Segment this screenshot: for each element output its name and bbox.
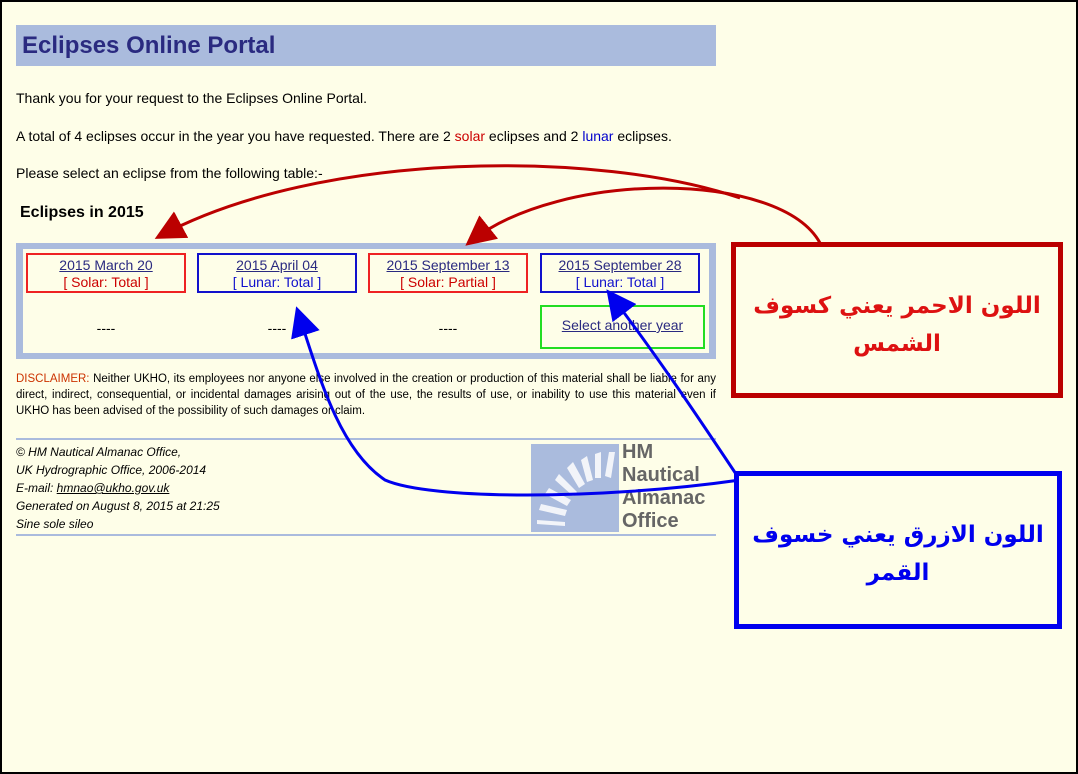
lunar-legend-callout: اللون الازرق يعني خسوف القمر	[734, 471, 1062, 629]
logo-line: Office	[622, 510, 679, 532]
eclipse-kind: [ Solar: Partial ]	[400, 274, 496, 290]
select-another-year-link[interactable]: Select another year	[561, 317, 684, 333]
logo-line: HM	[622, 441, 654, 463]
blue-arrow-to-april	[298, 312, 740, 495]
eclipse-link-september-13[interactable]: 2015 September 13	[386, 257, 510, 273]
red-arrow-to-september	[470, 188, 820, 243]
table-title: Eclipses in 2015	[20, 204, 144, 221]
empty-cell: ----	[438, 320, 458, 336]
eclipse-kind: [ Lunar: Total ]	[575, 274, 665, 290]
footer-generated: Generated on August 8, 2015 at 21:25	[16, 499, 220, 513]
eclipse-kind: [ Solar: Total ]	[63, 274, 149, 290]
footer-email-label: E-mail:	[16, 481, 57, 495]
solar-word: solar	[454, 128, 486, 144]
solar-legend-callout: اللون الاحمر يعني كسوف الشمس	[731, 242, 1063, 398]
footer-copyright: © HM Nautical Almanac Office,	[16, 445, 182, 459]
red-arrow-to-march	[160, 166, 740, 236]
page-title: Eclipses Online Portal	[22, 32, 276, 59]
footer-org: UK Hydrographic Office, 2006-2014	[16, 463, 207, 477]
logo-line: Nautical	[622, 464, 700, 486]
select-prompt: Please select an eclipse from the following table:-	[16, 165, 323, 181]
intro-total-part3: eclipses.	[613, 128, 672, 144]
empty-cell: ----	[96, 320, 116, 336]
eclipse-link-april-04[interactable]: 2015 April 04	[236, 257, 318, 273]
blue-arrow-to-september-28	[610, 294, 740, 480]
eclipse-kind: [ Lunar: Total ]	[232, 274, 322, 290]
logo-line: Almanac	[622, 487, 706, 509]
eclipse-link-september-28[interactable]: 2015 September 28	[558, 257, 682, 273]
disclaimer-text: Neither UKHO, its employees nor anyone else involved in the creation or production of this material shall be liable for any direct, indirect, consequential, or incidental damages arising out of the use, the results of use, or inability to use this material even if UKHO has been advised of the possibility of such damages or claim.	[16, 373, 716, 417]
intro-thanks: Thank you for your request to the Eclipses Online Portal.	[16, 90, 367, 106]
intro-total-part1: A total of 4 eclipses occur in the year you have requested. There are 2	[16, 128, 455, 144]
empty-cell: ----	[267, 320, 287, 336]
eclipse-link-march-20[interactable]: 2015 March 20	[59, 257, 153, 273]
lunar-word: lunar	[582, 128, 614, 144]
footer-motto: Sine sole sileo	[16, 517, 94, 531]
disclaimer-label: DISCLAIMER:	[16, 373, 90, 385]
footer-email-link[interactable]: hmnao@ukho.gov.uk	[56, 481, 170, 495]
intro-total-part2: eclipses and 2	[485, 128, 583, 144]
